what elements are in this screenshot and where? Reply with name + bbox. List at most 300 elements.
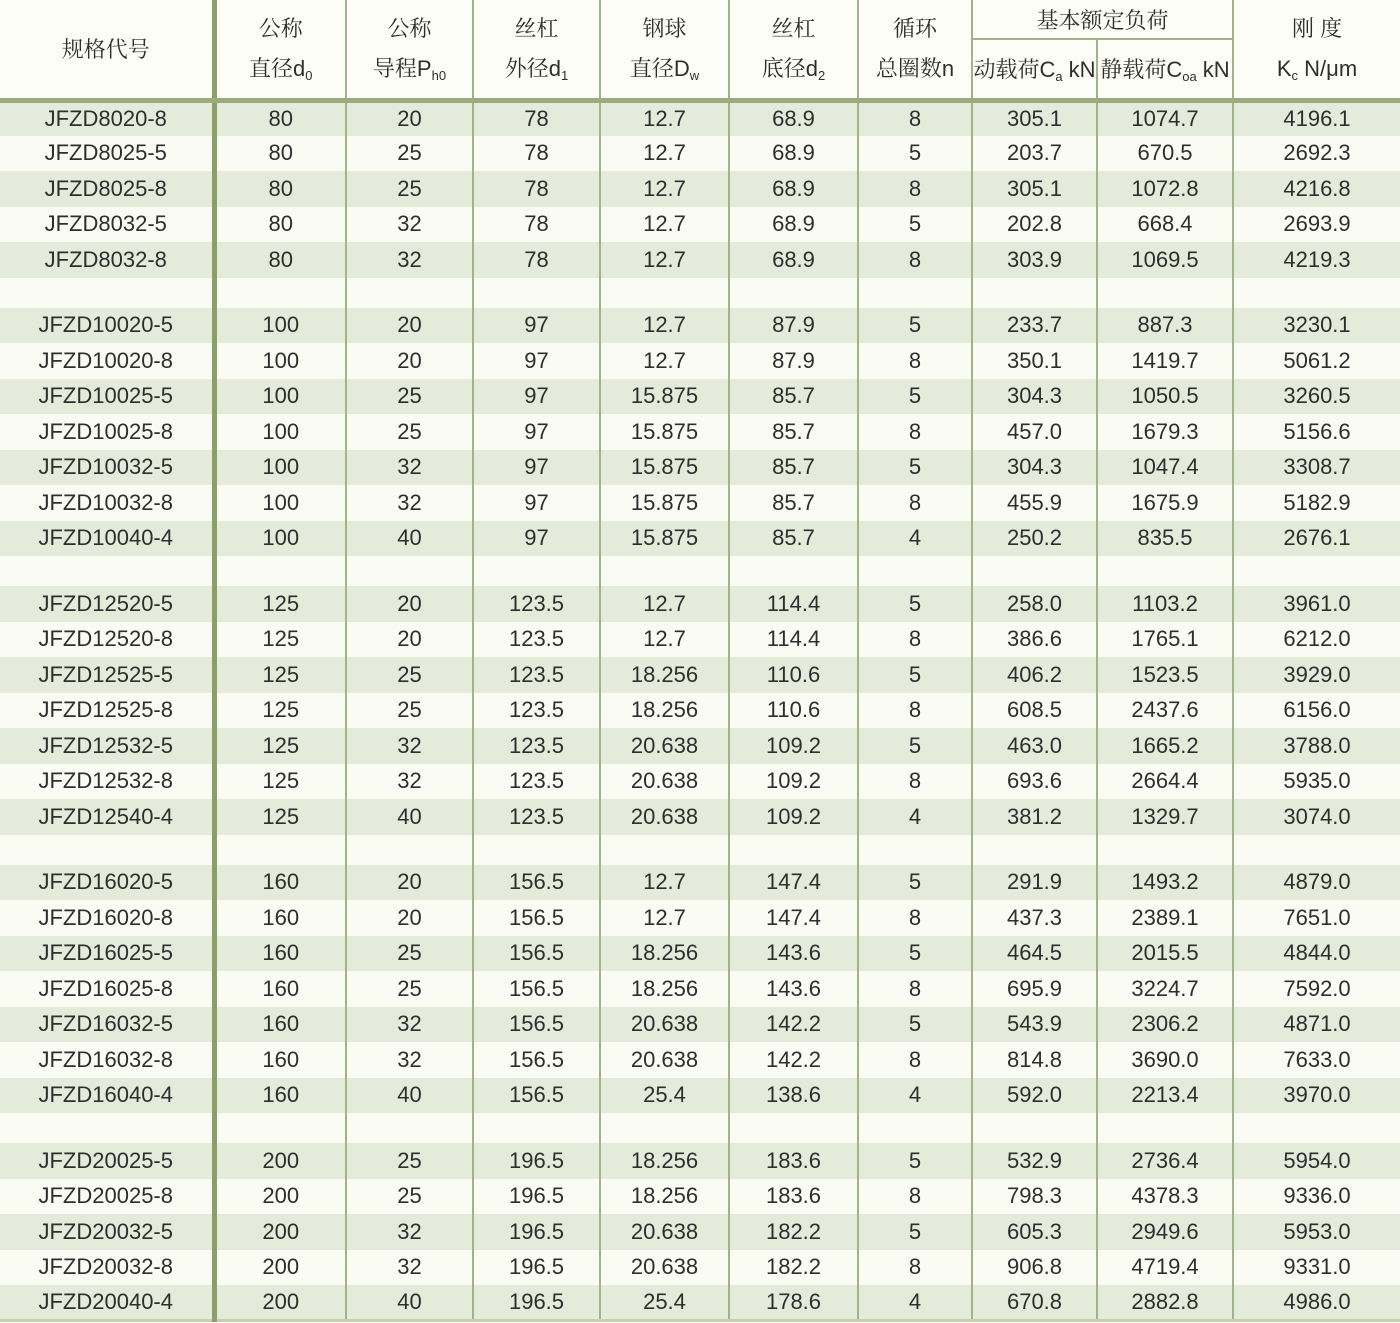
value-cell: 178.6 — [729, 1285, 858, 1321]
value-cell: 97 — [473, 343, 600, 379]
table-row — [0, 136, 1400, 172]
value-cell: 100 — [214, 450, 346, 486]
spec-code-cell: JFZD8032-8 — [0, 242, 214, 278]
value-cell: 200 — [214, 1214, 346, 1250]
value-cell: 4871.0 — [1233, 1007, 1400, 1043]
value-cell: 200 — [214, 1285, 346, 1321]
value-cell: 8 — [858, 693, 972, 729]
value-cell: 4 — [858, 521, 972, 557]
value-cell: 196.5 — [473, 1285, 600, 1321]
value-cell: 20 — [346, 865, 473, 901]
value-cell: 25 — [346, 971, 473, 1007]
value-cell: 457.0 — [972, 414, 1097, 450]
value-cell: 32 — [346, 1042, 473, 1078]
value-cell: 532.9 — [972, 1143, 1097, 1179]
value-cell: 12.7 — [600, 171, 729, 207]
value-cell: 156.5 — [473, 936, 600, 972]
value-cell: 5 — [858, 136, 972, 172]
value-cell: 68.9 — [729, 207, 858, 243]
header-screw-outer-diameter — [473, 0, 600, 100]
table-row — [0, 100, 1400, 136]
value-cell: 87.9 — [729, 308, 858, 344]
value-cell: 109.2 — [729, 728, 858, 764]
value-cell: 5935.0 — [1233, 764, 1400, 800]
value-cell: 156.5 — [473, 900, 600, 936]
value-cell: 20.638 — [600, 1042, 729, 1078]
value-cell: 1072.8 — [1097, 171, 1233, 207]
value-cell: 1074.7 — [1097, 100, 1233, 136]
table-header — [0, 0, 1400, 100]
spacer-cell — [600, 556, 729, 586]
value-cell: 8 — [858, 343, 972, 379]
header-label-line2: $K_c$ N/μm — [1276, 55, 1358, 83]
header-label-line2: 底径$d_2$ — [761, 55, 826, 83]
value-cell: 200 — [214, 1250, 346, 1286]
value-cell: 87.9 — [729, 343, 858, 379]
value-cell: 4 — [858, 799, 972, 835]
value-cell: 3260.5 — [1233, 379, 1400, 415]
value-cell: 2306.2 — [1097, 1007, 1233, 1043]
value-cell: 18.256 — [600, 693, 729, 729]
spacer-cell — [1097, 835, 1233, 865]
value-cell: 156.5 — [473, 1007, 600, 1043]
value-cell: 202.8 — [972, 207, 1097, 243]
value-cell: 100 — [214, 308, 346, 344]
value-cell: 100 — [214, 485, 346, 521]
value-cell: 200 — [214, 1179, 346, 1215]
value-cell: 605.3 — [972, 1214, 1097, 1250]
value-cell: 5953.0 — [1233, 1214, 1400, 1250]
value-cell: 40 — [346, 799, 473, 835]
value-cell: 97 — [473, 308, 600, 344]
value-cell: 15.875 — [600, 379, 729, 415]
value-cell: 437.3 — [972, 900, 1097, 936]
value-cell: 2015.5 — [1097, 936, 1233, 972]
value-cell: 2693.9 — [1233, 207, 1400, 243]
value-cell: 12.7 — [600, 207, 729, 243]
spacer-cell — [0, 278, 214, 308]
spacer-cell — [346, 835, 473, 865]
value-cell: 32 — [346, 1007, 473, 1043]
value-cell: 85.7 — [729, 485, 858, 521]
header-label-line1: 刚 度 — [1291, 15, 1343, 41]
value-cell: 196.5 — [473, 1179, 600, 1215]
value-cell: 196.5 — [473, 1214, 600, 1250]
value-cell: 8 — [858, 971, 972, 1007]
header-label-line2: 直径$D_w$ — [629, 55, 700, 83]
value-cell: 3074.0 — [1233, 799, 1400, 835]
value-cell: 2736.4 — [1097, 1143, 1233, 1179]
table-row — [0, 521, 1400, 557]
spacer-cell — [214, 835, 346, 865]
value-cell: 5061.2 — [1233, 343, 1400, 379]
value-cell: 4844.0 — [1233, 936, 1400, 972]
value-cell: 25.4 — [600, 1285, 729, 1321]
value-cell: 25.4 — [600, 1078, 729, 1114]
value-cell: 109.2 — [729, 764, 858, 800]
value-cell: 20.638 — [600, 728, 729, 764]
group-spacer-row — [0, 556, 1400, 586]
value-cell: 160 — [214, 865, 346, 901]
spacer-cell — [0, 1113, 214, 1143]
value-cell: 97 — [473, 450, 600, 486]
value-cell: 20 — [346, 900, 473, 936]
value-cell: 15.875 — [600, 414, 729, 450]
spacer-cell — [214, 1113, 346, 1143]
value-cell: 3929.0 — [1233, 657, 1400, 693]
subscript: 2 — [818, 67, 826, 83]
value-cell: 304.3 — [972, 450, 1097, 486]
value-cell: 5 — [858, 1143, 972, 1179]
value-cell: 85.7 — [729, 521, 858, 557]
table-row — [0, 242, 1400, 278]
spacer-cell — [0, 835, 214, 865]
table-row — [0, 1250, 1400, 1286]
spec-code-cell: JFZD12525-5 — [0, 657, 214, 693]
spacer-cell — [473, 1113, 600, 1143]
value-cell: 123.5 — [473, 586, 600, 622]
group-spacer-row — [0, 835, 1400, 865]
table-row — [0, 936, 1400, 972]
value-cell: 2213.4 — [1097, 1078, 1233, 1114]
value-cell: 4196.1 — [1233, 100, 1400, 136]
value-cell: 608.5 — [972, 693, 1097, 729]
header-label-line1: 钢球 — [642, 15, 687, 41]
value-cell: 4 — [858, 1285, 972, 1321]
value-cell: 85.7 — [729, 379, 858, 415]
spacer-cell — [858, 556, 972, 586]
table-row — [0, 1179, 1400, 1215]
value-cell: 20.638 — [600, 1214, 729, 1250]
spacer-cell — [729, 1113, 858, 1143]
value-cell: 32 — [346, 207, 473, 243]
value-cell: 2692.3 — [1233, 136, 1400, 172]
spacer-cell — [600, 835, 729, 865]
spacer-cell — [473, 278, 600, 308]
value-cell: 20.638 — [600, 764, 729, 800]
value-cell: 25 — [346, 379, 473, 415]
spec-code-cell: JFZD12525-8 — [0, 693, 214, 729]
value-cell: 4219.3 — [1233, 242, 1400, 278]
value-cell: 2676.1 — [1233, 521, 1400, 557]
value-cell: 142.2 — [729, 1042, 858, 1078]
subscript: c — [1291, 67, 1299, 83]
subscript: 1 — [561, 67, 569, 83]
spec-code-cell: JFZD20032-5 — [0, 1214, 214, 1250]
value-cell: 1050.5 — [1097, 379, 1233, 415]
value-cell: 3690.0 — [1097, 1042, 1233, 1078]
table-row — [0, 799, 1400, 835]
spec-code-cell: JFZD20040-4 — [0, 1285, 214, 1321]
spec-code-cell: JFZD20025-8 — [0, 1179, 214, 1215]
spacer-cell — [473, 556, 600, 586]
spacer-cell — [214, 278, 346, 308]
value-cell: 4 — [858, 1078, 972, 1114]
value-cell: 12.7 — [600, 343, 729, 379]
spec-code-cell: JFZD16020-5 — [0, 865, 214, 901]
header-label-line2: 导程$P_{h0}$ — [372, 55, 447, 83]
value-cell: 8 — [858, 1179, 972, 1215]
value-cell: 3970.0 — [1233, 1078, 1400, 1114]
spacer-cell — [972, 556, 1097, 586]
spacer-cell — [1097, 1113, 1233, 1143]
value-cell: 350.1 — [972, 343, 1097, 379]
header-row-top — [0, 0, 1400, 39]
table-body — [0, 100, 1400, 1321]
value-cell: 20.638 — [600, 799, 729, 835]
spacer-cell — [346, 556, 473, 586]
value-cell: 250.2 — [972, 521, 1097, 557]
table-row — [0, 1214, 1400, 1250]
value-cell: 3230.1 — [1233, 308, 1400, 344]
spacer-cell — [1233, 556, 1400, 586]
spec-code-cell: JFZD10032-5 — [0, 450, 214, 486]
value-cell: 138.6 — [729, 1078, 858, 1114]
table-row — [0, 657, 1400, 693]
value-cell: 291.9 — [972, 865, 1097, 901]
spacer-cell — [473, 835, 600, 865]
header-label-line1: 公称 — [258, 15, 303, 41]
spec-code-cell: JFZD16025-8 — [0, 971, 214, 1007]
value-cell: 123.5 — [473, 728, 600, 764]
header-spec-code — [0, 0, 214, 100]
value-cell: 147.4 — [729, 900, 858, 936]
spacer-cell — [729, 556, 858, 586]
value-cell: 78 — [473, 100, 600, 136]
value-cell: 5156.6 — [1233, 414, 1400, 450]
value-cell: 32 — [346, 764, 473, 800]
value-cell: 125 — [214, 728, 346, 764]
value-cell: 183.6 — [729, 1143, 858, 1179]
value-cell: 78 — [473, 171, 600, 207]
value-cell: 4216.8 — [1233, 171, 1400, 207]
value-cell: 304.3 — [972, 379, 1097, 415]
value-cell: 7651.0 — [1233, 900, 1400, 936]
value-cell: 32 — [346, 728, 473, 764]
value-cell: 695.9 — [972, 971, 1097, 1007]
spacer-cell — [346, 278, 473, 308]
value-cell: 125 — [214, 622, 346, 658]
table-row — [0, 171, 1400, 207]
value-cell: 668.4 — [1097, 207, 1233, 243]
value-cell: 143.6 — [729, 936, 858, 972]
spec-code-cell: JFZD16025-5 — [0, 936, 214, 972]
value-cell: 25 — [346, 136, 473, 172]
value-cell: 12.7 — [600, 586, 729, 622]
table-row — [0, 586, 1400, 622]
value-cell: 9331.0 — [1233, 1250, 1400, 1286]
value-cell: 406.2 — [972, 657, 1097, 693]
spec-code-cell: JFZD8025-5 — [0, 136, 214, 172]
spec-code-cell: JFZD10040-4 — [0, 521, 214, 557]
spacer-cell — [1233, 278, 1400, 308]
value-cell: 2437.6 — [1097, 693, 1233, 729]
value-cell: 5 — [858, 207, 972, 243]
header-static-load: 静载荷$C_{oa}$ kN — [1097, 39, 1233, 100]
value-cell: 1679.3 — [1097, 414, 1233, 450]
value-cell: 258.0 — [972, 586, 1097, 622]
table-row — [0, 1007, 1400, 1043]
value-cell: 8 — [858, 100, 972, 136]
spacer-cell — [1233, 835, 1400, 865]
value-cell: 3788.0 — [1233, 728, 1400, 764]
value-cell: 160 — [214, 900, 346, 936]
value-cell: 25 — [346, 657, 473, 693]
value-cell: 8 — [858, 900, 972, 936]
value-cell: 97 — [473, 521, 600, 557]
value-cell: 12.7 — [600, 308, 729, 344]
value-cell: 25 — [346, 1179, 473, 1215]
header-label-line1: 公称 — [387, 15, 432, 41]
value-cell: 5 — [858, 586, 972, 622]
value-cell: 455.9 — [972, 485, 1097, 521]
value-cell: 160 — [214, 1078, 346, 1114]
table-row — [0, 485, 1400, 521]
value-cell: 305.1 — [972, 100, 1097, 136]
value-cell: 4879.0 — [1233, 865, 1400, 901]
value-cell: 147.4 — [729, 865, 858, 901]
spec-code-cell: JFZD16020-8 — [0, 900, 214, 936]
header-label-line1: 丝杠 — [771, 15, 816, 41]
header-rigidity — [1233, 0, 1400, 100]
value-cell: 80 — [214, 242, 346, 278]
spec-code-cell: JFZD12540-4 — [0, 799, 214, 835]
value-cell: 100 — [214, 343, 346, 379]
value-cell: 12.7 — [600, 865, 729, 901]
value-cell: 592.0 — [972, 1078, 1097, 1114]
value-cell: 114.4 — [729, 622, 858, 658]
value-cell: 123.5 — [473, 693, 600, 729]
value-cell: 1103.2 — [1097, 586, 1233, 622]
value-cell: 156.5 — [473, 971, 600, 1007]
spec-code-cell: JFZD8025-8 — [0, 171, 214, 207]
value-cell: 3308.7 — [1233, 450, 1400, 486]
value-cell: 5 — [858, 450, 972, 486]
value-cell: 670.5 — [1097, 136, 1233, 172]
value-cell: 110.6 — [729, 693, 858, 729]
table-row — [0, 450, 1400, 486]
spec-code-cell: JFZD20032-8 — [0, 1250, 214, 1286]
spacer-cell — [729, 278, 858, 308]
spacer-cell — [972, 1113, 1097, 1143]
subscript: oa — [1182, 69, 1197, 85]
value-cell: 85.7 — [729, 414, 858, 450]
value-cell: 125 — [214, 693, 346, 729]
value-cell: 78 — [473, 207, 600, 243]
value-cell: 464.5 — [972, 936, 1097, 972]
table-row — [0, 1042, 1400, 1078]
spec-code-cell: JFZD10020-5 — [0, 308, 214, 344]
value-cell: 12.7 — [600, 100, 729, 136]
value-cell: 80 — [214, 100, 346, 136]
spec-code-cell: JFZD10032-8 — [0, 485, 214, 521]
value-cell: 160 — [214, 1042, 346, 1078]
table-row — [0, 764, 1400, 800]
spacer-cell — [0, 556, 214, 586]
value-cell: 12.7 — [600, 622, 729, 658]
value-cell: 15.875 — [600, 485, 729, 521]
spacer-cell — [858, 835, 972, 865]
value-cell: 8 — [858, 171, 972, 207]
spacer-cell — [1097, 556, 1233, 586]
table-row — [0, 343, 1400, 379]
value-cell: 78 — [473, 242, 600, 278]
header-label-line1: 丝杠 — [514, 15, 559, 41]
value-cell: 97 — [473, 379, 600, 415]
value-cell: 203.7 — [972, 136, 1097, 172]
value-cell: 32 — [346, 242, 473, 278]
header-label-line2: 总圈数n — [875, 55, 955, 81]
value-cell: 303.9 — [972, 242, 1097, 278]
value-cell: 2664.4 — [1097, 764, 1233, 800]
value-cell: 97 — [473, 485, 600, 521]
value-cell: 5 — [858, 936, 972, 972]
value-cell: 543.9 — [972, 1007, 1097, 1043]
value-cell: 32 — [346, 485, 473, 521]
value-cell: 670.8 — [972, 1285, 1097, 1321]
value-cell: 25 — [346, 171, 473, 207]
spacer-cell — [346, 1113, 473, 1143]
value-cell: 182.2 — [729, 1250, 858, 1286]
value-cell: 85.7 — [729, 450, 858, 486]
value-cell: 5 — [858, 728, 972, 764]
value-cell: 1047.4 — [1097, 450, 1233, 486]
header-nominal-lead — [346, 0, 473, 100]
value-cell: 25 — [346, 1143, 473, 1179]
value-cell: 160 — [214, 971, 346, 1007]
spacer-cell — [858, 1113, 972, 1143]
value-cell: 1419.7 — [1097, 343, 1233, 379]
value-cell: 4986.0 — [1233, 1285, 1400, 1321]
value-cell: 125 — [214, 586, 346, 622]
value-cell: 1493.2 — [1097, 865, 1233, 901]
value-cell: 20.638 — [600, 1007, 729, 1043]
spec-code-cell: JFZD10025-8 — [0, 414, 214, 450]
value-cell: 9336.0 — [1233, 1179, 1400, 1215]
value-cell: 196.5 — [473, 1143, 600, 1179]
value-cell: 8 — [858, 242, 972, 278]
value-cell: 7592.0 — [1233, 971, 1400, 1007]
value-cell: 40 — [346, 1285, 473, 1321]
value-cell: 15.875 — [600, 450, 729, 486]
table-row — [0, 414, 1400, 450]
value-cell: 386.6 — [972, 622, 1097, 658]
spec-code-cell: JFZD10020-8 — [0, 343, 214, 379]
table-row — [0, 1078, 1400, 1114]
value-cell: 3224.7 — [1097, 971, 1233, 1007]
subscript: h0 — [431, 67, 447, 83]
table-row — [0, 728, 1400, 764]
value-cell: 80 — [214, 207, 346, 243]
spec-code-cell: JFZD8020-8 — [0, 100, 214, 136]
value-cell: 109.2 — [729, 799, 858, 835]
spacer-cell — [600, 278, 729, 308]
header-label-line1: 循环 — [892, 15, 937, 41]
value-cell: 142.2 — [729, 1007, 858, 1043]
value-cell: 200 — [214, 1143, 346, 1179]
value-cell: 2389.1 — [1097, 900, 1233, 936]
value-cell: 18.256 — [600, 971, 729, 1007]
value-cell: 110.6 — [729, 657, 858, 693]
value-cell: 40 — [346, 1078, 473, 1114]
spec-code-cell: JFZD8032-5 — [0, 207, 214, 243]
subscript: 0 — [305, 67, 313, 83]
value-cell: 125 — [214, 764, 346, 800]
subscript: a — [1055, 69, 1063, 85]
spec-code-cell: JFZD16040-4 — [0, 1078, 214, 1114]
value-cell: 5 — [858, 657, 972, 693]
spec-code-cell: JFZD16032-8 — [0, 1042, 214, 1078]
